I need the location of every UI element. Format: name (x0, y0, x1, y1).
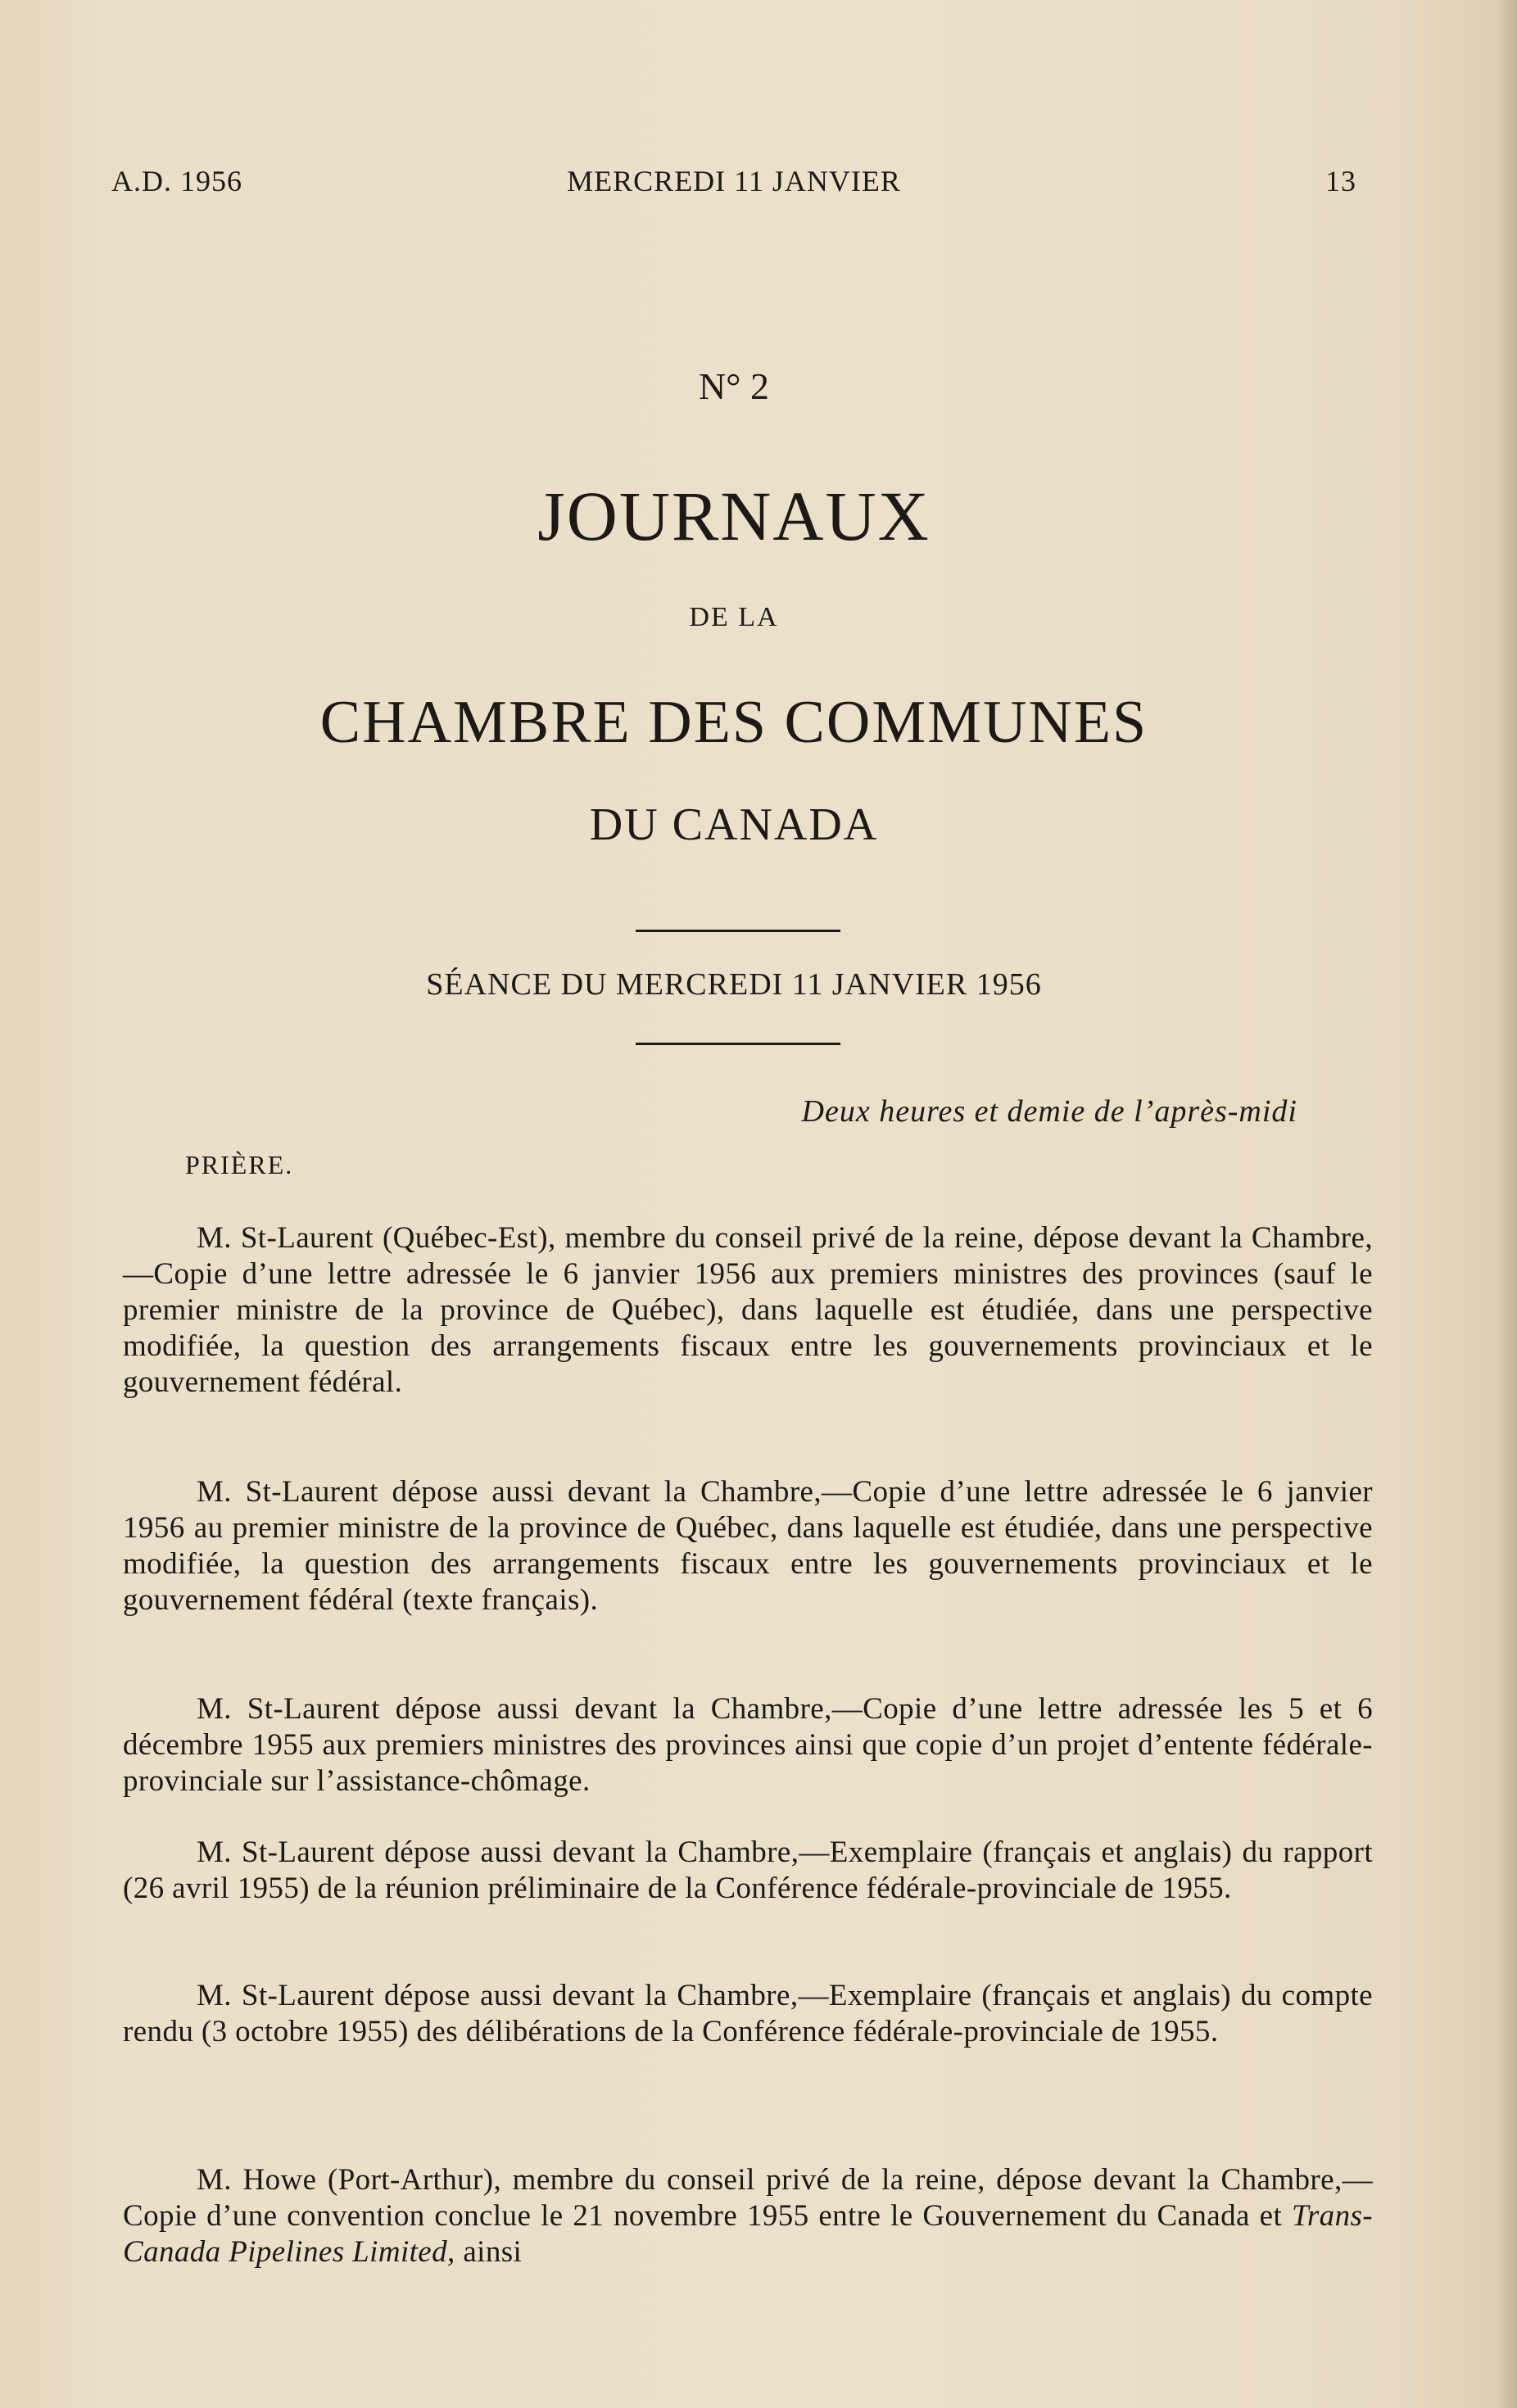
running-header (111, 164, 1356, 203)
divider-top (636, 930, 840, 932)
page-edge-shadow (1494, 0, 1517, 2408)
journal-title: JOURNAUX (537, 477, 931, 555)
paragraph: M. St-Laurent dépose aussi devant la Chambre,—Copie d’une lettre adressée les 5 et 6 décembre 1955 aux premiers ministres des provinces ainsi que copie d’un projet d’entente fédérale-provinciale sur l’assistance-chômage. (123, 1692, 1373, 1798)
paragraph-text-end: ainsi (455, 2235, 523, 2269)
company-name: Trans-Canada Pipelines Limited, (123, 2199, 1373, 2269)
header-date: MERCREDI 11 JANVIER (567, 165, 901, 197)
page-number: 13 (1325, 165, 1356, 197)
session-heading: SÉANCE DU MERCREDI 11 JANVIER 1956 (426, 967, 1042, 1002)
paragraph: M. St-Laurent dépose aussi devant la Chambre,—Exemplaire (français et anglais) du compte rendu (3 octobre 1955) des délibérations de la Conférence fédérale-provinciale de 1955. (123, 1979, 1373, 2048)
prayer-label: PRIÈRE. (185, 1150, 294, 1179)
divider-bottom (636, 1043, 840, 1045)
chamber-title: CHAMBRE DES COMMUNES (319, 689, 1148, 756)
paragraph: M. St-Laurent dépose aussi devant la Chambre,—Copie d’une lettre adressée le 6 janvier 1956 au premier ministre de la province de Québec, dans laquelle est étudiée, dans une perspective modifiée, la question des arrangements fiscaux entre les gouvernements provinciaux et le gouvernement fédéral (texte français). (123, 1475, 1373, 1617)
country-title: DU CANADA (589, 799, 879, 850)
paragraph-text: M. Howe (Port-Arthur), membre du conseil privé de la reine, dépose devant la Chambre,—Copie d’une convention conclue le 21 novembre 1955 entre le Gouvernement du Canada et (123, 2163, 1373, 2233)
session-time: Deux heures et demie de l’après-midi (801, 1094, 1297, 1129)
paragraph: M. St-Laurent dépose aussi devant la Chambre,—Exemplaire (français et anglais) du rapport (26 avril 1955) de la réunion préliminaire de la Conférence fédérale-provinciale de 1955. (123, 1835, 1373, 1905)
issue-number: N° 2 (698, 365, 770, 407)
title-connector: DE LA (689, 602, 779, 632)
paragraph-howe (123, 2162, 1373, 2270)
paragraph: M. St-Laurent (Québec-Est), membre du conseil privé de la reine, dépose devant la Chambre,—Copie d’une lettre adressée le 6 janvier 1956 aux premiers ministres des provinces (sauf le premier ministre de la province de Québec), dans laquelle est étudiée, dans une perspective modifiée, la question des arrangements fiscaux entre les gouvernements provinciaux et le gouvernement fédéral. (123, 1221, 1373, 1399)
header-year: A.D. 1956 (111, 165, 242, 197)
